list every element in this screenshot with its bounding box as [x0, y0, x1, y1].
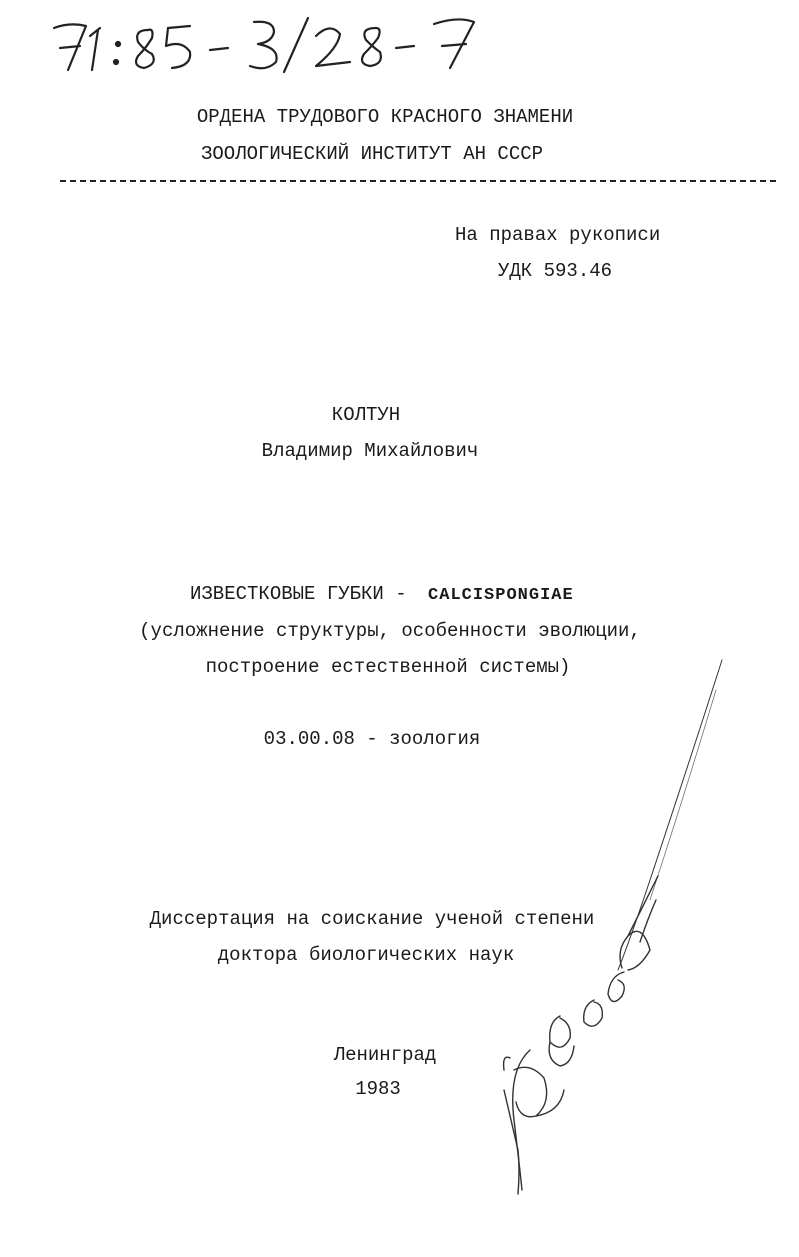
- institution-name-line: ЗООЛОГИЧЕСКИЙ ИНСТИТУТ АН СССР: [200, 143, 544, 165]
- udc-code: УДК 593.46: [498, 260, 613, 282]
- institution-order-line: ОРДЕНА ТРУДОВОГО КРАСНОГО ЗНАМЕНИ: [196, 106, 574, 128]
- manuscript-rights-label: На правах рукописи: [455, 224, 661, 246]
- author-surname: КОЛТУН: [331, 404, 401, 426]
- specialty-code: 03.00.08 - зоология: [263, 728, 481, 750]
- handwritten-archive-code: [40, 8, 490, 78]
- author-given-names: Владимир Михайлович: [261, 440, 479, 462]
- year: 1983: [355, 1078, 401, 1100]
- degree-line-1: Диссертация на соискание ученой степени: [149, 908, 595, 930]
- title-main-latin: CALCISPONGIAE: [428, 586, 574, 605]
- title-main-russian: ИЗВЕСТКОВЫЕ ГУБКИ -: [190, 583, 407, 605]
- title-subtitle-line-2: построение естественной системы): [205, 656, 571, 678]
- degree-line-2: доктора биологических наук: [217, 944, 515, 966]
- handwritten-signature: [490, 650, 740, 1210]
- title-main-line: [190, 585, 574, 604]
- city: Ленинград: [333, 1044, 437, 1066]
- dashed-divider: [60, 180, 776, 185]
- title-subtitle-line-1: (усложнение структуры, особенности эволюции,: [139, 620, 641, 642]
